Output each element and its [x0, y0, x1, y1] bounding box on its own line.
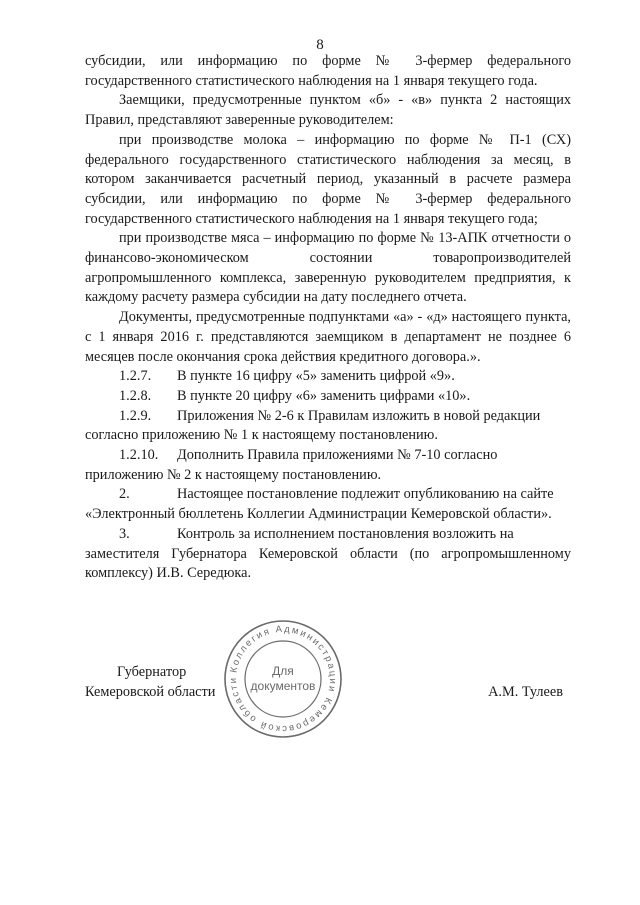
- item-number: 1.2.8.: [119, 387, 152, 404]
- item-number: 1.2.7.: [119, 368, 152, 385]
- item-number: 1.2.10.: [119, 447, 159, 464]
- stamp-ring-text: Коллегия Администрации Кемеровской области: [227, 623, 339, 735]
- item-text: Контроль за исполнением постановления возложить на: [177, 525, 514, 542]
- stamp-seal: [222, 618, 344, 740]
- signatory-region: Кемеровской области: [85, 684, 216, 700]
- item-text: Настоящее постановление подлежит опубликованию на сайте: [177, 486, 554, 503]
- item-continuation: «Электронный бюллетень Коллегии Администрации Кемеровской области».: [85, 506, 552, 523]
- paragraph-4: при производстве мяса – информацию по форме № 13-АПК отчетности о финансово-экономическом состоянии товаропроизводителей агропромышленного комплекса, заверенную руководителем предприятия, к каждому расчету размера субсидии на дату последнего отчета.: [85, 230, 571, 306]
- item-number: 1.2.9.: [119, 407, 152, 424]
- page-number: 8: [316, 37, 324, 53]
- item-number: 2.: [119, 486, 130, 503]
- stamp-center-line-1: Для: [272, 664, 294, 678]
- item-1-2-10: [85, 446, 571, 485]
- document-body: [85, 52, 571, 584]
- stamp-center-line-2: документов: [250, 679, 316, 693]
- item-text: В пункте 16 цифру «5» заменить цифрой «9».: [177, 368, 455, 385]
- item-text: Дополнить Правила приложениями № 7-10 согласно: [177, 447, 498, 464]
- item-1-2-8: [85, 387, 571, 407]
- item-text: В пункте 20 цифру «6» заменить цифрами «10».: [177, 387, 471, 404]
- item-3: [85, 525, 571, 584]
- item-1-2-7: [85, 367, 571, 387]
- item-continuation: согласно приложению № 1 к настоящему постановлению.: [85, 427, 438, 444]
- item-continuation: приложению № 2 к настоящему постановлению.: [85, 466, 382, 483]
- paragraph-2: Заемщики, предусмотренные пунктом «б» - «в» пункта 2 настоящих Правил, представляют заверенные руководителем:: [85, 92, 571, 129]
- item-number: 3.: [119, 525, 130, 542]
- item-text: Приложения № 2-6 к Правилам изложить в новой редакции: [177, 407, 541, 424]
- paragraph-5: Документы, предусмотренные подпунктами «а» - «д» настоящего пункта, с 1 января 2016 г. представляются заемщиком в департамент не позднее 6 месяцев после окончания срока действия кредитного договора.».: [85, 309, 571, 365]
- paragraph-3: при производстве молока – информацию по форме № П-1 (СХ) федерального государственного статистического наблюдения за месяц, в котором заканчивается расчетный период, указанный в расчете размера субсидии, или информацию по форме № 3-фермер федерального государственного статистического наблюдения на 1 января текущего года;: [85, 131, 571, 227]
- paragraph-1: субсидии, или информацию по форме № 3-фермер федерального государственного статистического наблюдения на 1 января текущего года.: [85, 53, 571, 89]
- item-1-2-9: [85, 407, 571, 446]
- signatory-title: Губернатор: [117, 664, 187, 680]
- item-2: [85, 485, 571, 524]
- signatory-name: А.М. Тулеев: [488, 684, 563, 700]
- item-continuation: заместителя Губернатора Кемеровской области (по агропромышленному комплексу) И.В. Середюка.: [85, 545, 571, 582]
